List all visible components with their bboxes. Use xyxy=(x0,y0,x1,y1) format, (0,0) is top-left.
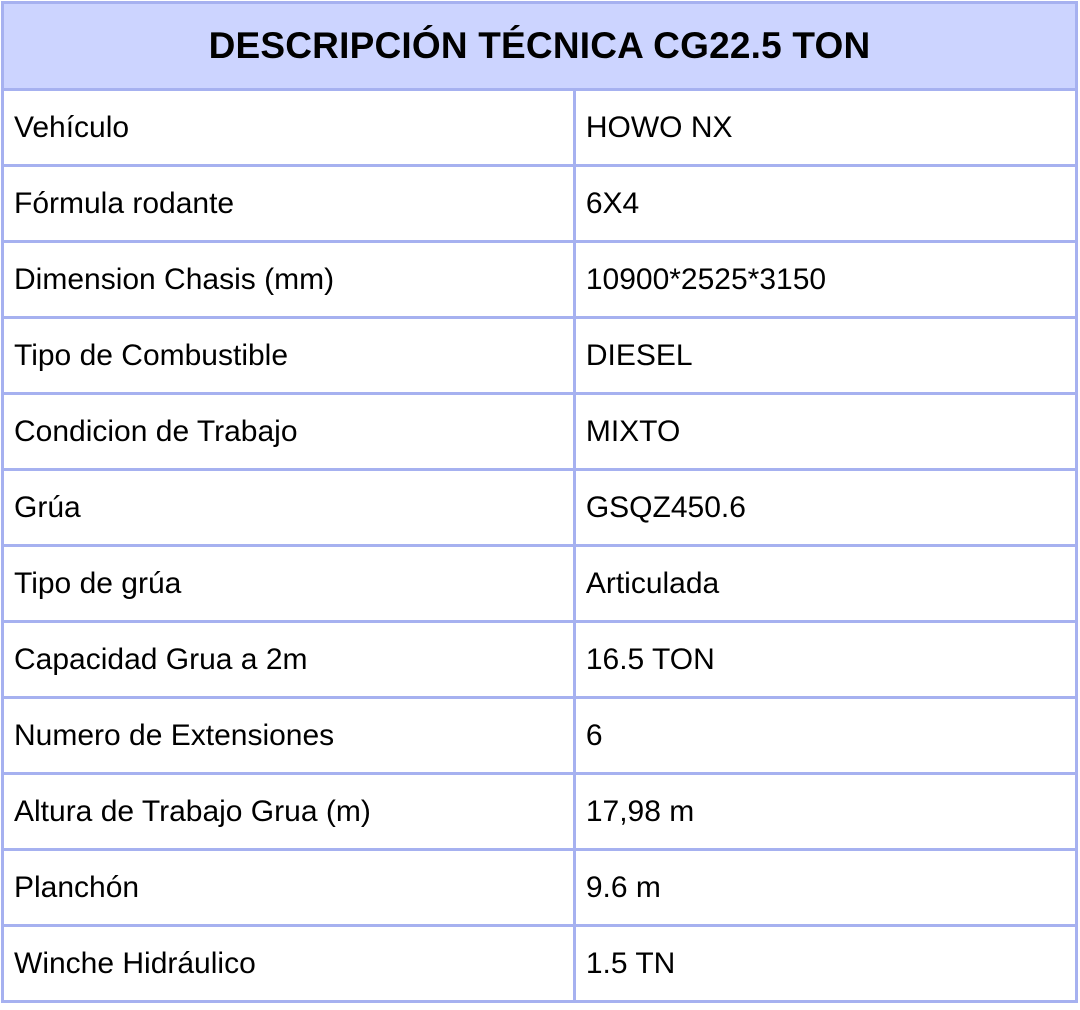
spec-label: Condicion de Trabajo xyxy=(3,394,575,470)
spec-value: GSQZ450.6 xyxy=(574,470,1076,546)
spec-value: Articulada xyxy=(574,546,1076,622)
table-row xyxy=(3,90,1077,166)
spec-value: DIESEL xyxy=(574,318,1076,394)
spec-value: HOWO NX xyxy=(574,90,1076,166)
table-row xyxy=(3,774,1077,850)
table-row xyxy=(3,166,1077,242)
spec-label: Vehículo xyxy=(3,90,575,166)
table-row xyxy=(3,622,1077,698)
spec-value: 1.5 TN xyxy=(574,926,1076,1002)
spec-label: Altura de Trabajo Grua (m) xyxy=(3,774,575,850)
spec-label: Dimension Chasis (mm) xyxy=(3,242,575,318)
table-row xyxy=(3,394,1077,470)
spec-value: 16.5 TON xyxy=(574,622,1076,698)
spec-value: 10900*2525*3150 xyxy=(574,242,1076,318)
table-row xyxy=(3,242,1077,318)
spec-value: 9.6 m xyxy=(574,850,1076,926)
table-row xyxy=(3,318,1077,394)
spec-label: Tipo de grúa xyxy=(3,546,575,622)
table-row xyxy=(3,546,1077,622)
table-row xyxy=(3,926,1077,1002)
spec-label: Numero de Extensiones xyxy=(3,698,575,774)
spec-label: Grúa xyxy=(3,470,575,546)
spec-label: Tipo de Combustible xyxy=(3,318,575,394)
spec-table xyxy=(1,1,1078,1003)
spec-label: Planchón xyxy=(3,850,575,926)
table-row xyxy=(3,850,1077,926)
spec-value: 17,98 m xyxy=(574,774,1076,850)
table-row xyxy=(3,698,1077,774)
table-row xyxy=(3,470,1077,546)
spec-value: MIXTO xyxy=(574,394,1076,470)
table-header-row xyxy=(3,3,1077,90)
spec-value: 6 xyxy=(574,698,1076,774)
table-title: DESCRIPCIÓN TÉCNICA CG22.5 TON xyxy=(3,3,1077,90)
spec-value: 6X4 xyxy=(574,166,1076,242)
spec-label: Winche Hidráulico xyxy=(3,926,575,1002)
spec-label: Fórmula rodante xyxy=(3,166,575,242)
spec-label: Capacidad Grua a 2m xyxy=(3,622,575,698)
